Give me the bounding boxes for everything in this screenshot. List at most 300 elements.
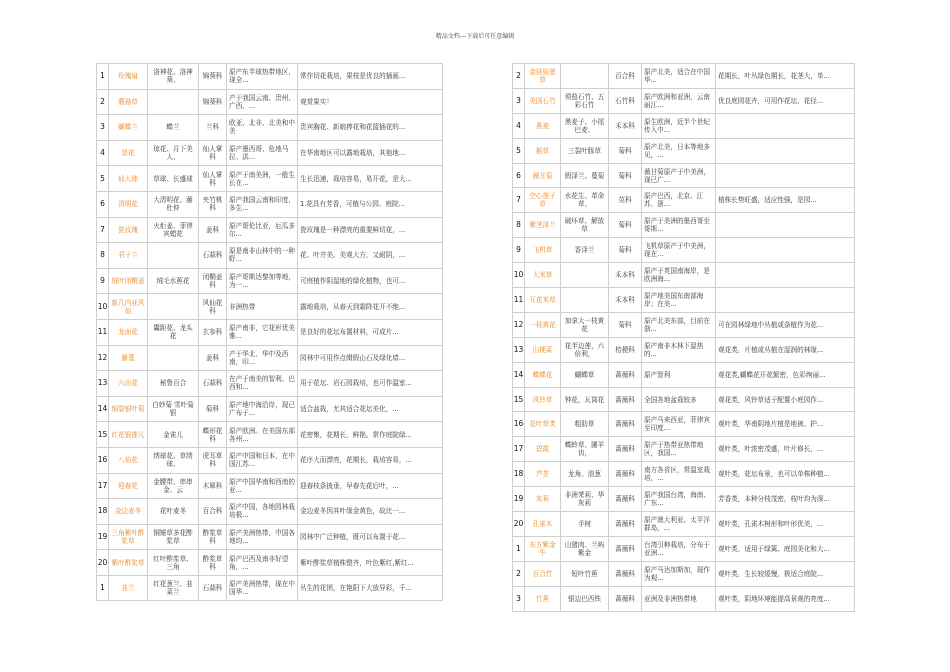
family-cell: 桔梗科: [609, 337, 642, 362]
table-row: [97, 473, 443, 499]
table-row: [97, 115, 443, 141]
left-plant-table: [96, 63, 443, 601]
table-row: [97, 217, 443, 243]
table-row: [97, 243, 443, 269]
origin-cell: 台湾引种栽培，分布于亚洲...: [642, 536, 716, 561]
table-row: [513, 512, 855, 537]
alias-cell: 黑麦子、小尾巴麦、: [561, 113, 609, 138]
row-number-cell: 15: [97, 422, 109, 448]
usage-note-cell: 花期长，叶丛绿色期长，花茎大，单...: [716, 64, 855, 89]
usage-note-cell: 观叶类，生长较缓慢，极适合庭院...: [716, 561, 855, 586]
family-cell: 禾本科: [609, 113, 642, 138]
origin-cell: 飞机草原产于中美洲，现在...: [642, 238, 716, 263]
row-number-cell: 14: [97, 396, 109, 422]
alias-cell: 山猪肉、兰屿紫金: [561, 536, 609, 561]
plant-name-cell: 碧霞: [525, 437, 561, 462]
usage-note-cell: 用于花坛、岩石园栽培，也可作温室...: [298, 371, 443, 397]
usage-note-cell: 观叶类，花坛布景，也可以单株种植...: [716, 462, 855, 487]
usage-note-cell: 观叶类，孔雀木树形和叶形优美，...: [716, 512, 855, 537]
table-row: [513, 462, 855, 487]
origin-cell: 原产地美国东南部海岸；在美...: [642, 288, 716, 313]
usage-note-cell: 观花类，片植或丛植在湿润的林缘...: [716, 337, 855, 362]
origin-cell: 产于华北、华中及西南，印...: [227, 345, 298, 371]
usage-note-cell: 观花类，风铃草适于配置小庭园作...: [716, 387, 855, 412]
table-row: [513, 263, 855, 288]
plant-name-cell: 一枝黄花: [525, 312, 561, 337]
table-row: [513, 213, 855, 238]
plant-name-cell: 飞机草: [525, 238, 561, 263]
usage-note-cell: [716, 288, 855, 313]
origin-cell: 亚洲及非洲热带地: [642, 586, 716, 611]
row-number-cell: 15: [513, 387, 525, 412]
alias-cell: 绒毛水蕉花: [148, 268, 199, 294]
origin-cell: 原产于热带亚热带地区，我国...: [642, 437, 716, 462]
table-row: [97, 371, 443, 397]
usage-note-cell: 迎春枝条披垂，早春先花后叶，...: [298, 473, 443, 499]
family-cell: 石竹科: [609, 88, 642, 113]
origin-cell: 原产于美洲的墨西哥至哥斯...: [642, 213, 716, 238]
family-cell: 蔷薇科: [609, 362, 642, 387]
origin-cell: 原产美洲热带，中国各地均...: [227, 524, 298, 550]
family-cell: 姜科: [199, 345, 227, 371]
table-row: [97, 191, 443, 217]
row-number-cell: 1: [97, 575, 109, 601]
origin-cell: 原产欧洲和亚洲，云南丽江...: [642, 88, 716, 113]
usage-note-cell: 观花类,蝴蝶花开花繁密，色彩绚丽...: [716, 362, 855, 387]
plant-name-cell: 清明花: [109, 191, 148, 217]
usage-note-cell: 瓷玫瑰是一种漂亮的重要鲜切花，...: [298, 217, 443, 243]
family-cell: 石蒜科: [199, 575, 227, 601]
usage-note-cell: 金边麦冬因其叶缘金黄色，故比一...: [298, 499, 443, 525]
family-cell: 苋科: [609, 188, 642, 213]
origin-cell: 原产中国和日本，在中国江苏...: [227, 447, 298, 473]
alias-cell: 蝶蛉草、圃羊齿，: [561, 437, 609, 462]
alias-cell: 粗肋草: [561, 412, 609, 437]
usage-note-cell: 观叶类，阴地环境能提高景观的亮度...: [716, 586, 855, 611]
origin-cell: 欧亚、北非、北美和中美: [227, 115, 298, 141]
family-cell: 蝶形花科: [199, 422, 227, 448]
usage-note-cell: 观叶类，适用于绿篱、庭园美化和大...: [716, 536, 855, 561]
usage-note-cell: 花、叶并美。美观大方，又耐阴，...: [298, 243, 443, 269]
family-cell: 百合科: [199, 499, 227, 525]
family-cell: 禾本科: [609, 263, 642, 288]
plant-name-cell: 孔雀木: [525, 512, 561, 537]
row-number-cell: 10: [513, 263, 525, 288]
usage-note-cell: 贵宾胸花、新娘捧花和花篮插花的...: [298, 115, 443, 141]
origin-cell: 原产哥伦比亚，厄瓜多尔...: [227, 217, 298, 243]
alias-cell: [148, 345, 199, 371]
usage-note-cell: [716, 238, 855, 263]
origin-cell: 薇甘菊原产于中美洲，现已广...: [642, 163, 716, 188]
family-cell: 仙人掌科: [199, 140, 227, 166]
table-row: [97, 422, 443, 448]
row-number-cell: 2: [513, 64, 525, 89]
plant-name-cell: 花叶草类: [525, 412, 561, 437]
row-number-cell: 18: [97, 499, 109, 525]
plant-name-cell: 美国石竹: [525, 88, 561, 113]
origin-cell: 原产巴西及南非好望角，...: [227, 550, 298, 576]
usage-note-cell: 花密集，花期长，鲜艳。常作庭院绿...: [298, 422, 443, 448]
plant-name-cell: 韭兰: [109, 575, 148, 601]
table-row: [513, 64, 855, 89]
alias-cell: 假泽兰、蔓菊: [561, 163, 609, 188]
alias-cell: 龙角、油葱: [561, 462, 609, 487]
origin-cell: 南方各省区，常温室栽培，...: [642, 462, 716, 487]
row-number-cell: 3: [513, 88, 525, 113]
family-cell: 百合科: [609, 64, 642, 89]
row-number-cell: 1: [513, 536, 525, 561]
alias-cell: 铜锤草多花酢浆草: [148, 524, 199, 550]
alias-cell: [148, 243, 199, 269]
row-number-cell: 7: [97, 217, 109, 243]
usage-note-cell: 园林中可用作点缀假山石及绿化墙...: [298, 345, 443, 371]
family-cell: 蔷薇科: [609, 512, 642, 537]
family-cell: 风仙花科: [199, 294, 227, 320]
plant-name-cell: 蘑菇草: [109, 89, 148, 115]
alias-cell: 银边巴西铁: [561, 586, 609, 611]
origin-cell: 原是南非山林中的一种野...: [227, 243, 298, 269]
family-cell: 夹竹桃科: [199, 191, 227, 217]
alias-cell: 破坏草、解放草: [561, 213, 609, 238]
page-header: 精品文档---下载后可任意编辑: [435, 33, 515, 40]
alias-cell: 火炬姜、菲律宾蜡花: [148, 217, 199, 243]
family-cell: 锦葵科: [199, 64, 227, 90]
table-row: [97, 575, 443, 601]
plant-name-cell: 蝴蝶兰: [109, 115, 148, 141]
family-cell: 蔷薇科: [609, 387, 642, 412]
family-cell: 蔷薇科: [609, 586, 642, 611]
usage-note-cell: 露地栽培，从春天到霜降花开不绝...: [298, 294, 443, 320]
family-cell: 蔷薇科: [609, 437, 642, 462]
table-row: [97, 345, 443, 371]
alias-cell: 钟花，瓦筒花: [561, 387, 609, 412]
row-number-cell: 5: [97, 166, 109, 192]
usage-note-cell: 常作切花栽培，果枝是优良的插画...: [298, 64, 443, 90]
family-cell: 虎耳草科: [199, 447, 227, 473]
plant-name-cell: 瓷玫瑰: [109, 217, 148, 243]
alias-cell: 花叶麦冬: [148, 499, 199, 525]
row-number-cell: 12: [513, 312, 525, 337]
row-number-cell: 1: [97, 64, 109, 90]
row-number-cell: 14: [513, 362, 525, 387]
family-cell: 蔷薇科: [609, 462, 642, 487]
plant-name-cell: 仙人球: [109, 166, 148, 192]
table-row: [513, 487, 855, 512]
alias-cell: 蝶兰: [148, 115, 199, 141]
plant-name-cell: 细裂银叶菊: [109, 396, 148, 422]
plant-name-cell: 紫叶酢浆草: [109, 550, 148, 576]
table-row: [513, 188, 855, 213]
usage-note-cell: 1.花具有芳香，可植与公园、庭院...: [298, 191, 443, 217]
usage-note-cell: 园林中广泛种植，既可以布置于花...: [298, 524, 443, 550]
table-row: [97, 89, 443, 115]
usage-note-cell: 紫叶酢浆草植株整齐，叶色紫红,紫红...: [298, 550, 443, 576]
alias-cell: 红叶酢浆草、三角: [148, 550, 199, 576]
origin-cell: 原产于英国南海岸，是欧洲海...: [642, 263, 716, 288]
alias-cell: 非洲茉莉、华灰莉: [561, 487, 609, 512]
table-row: [513, 412, 855, 437]
origin-cell: 原产地中海沿岸，现已广布于...: [227, 396, 298, 422]
family-cell: 玄参科: [199, 319, 227, 345]
origin-cell: 原产南非木林下湿热的...: [642, 337, 716, 362]
origin-cell: 原产我国云南和印度，多生...: [227, 191, 298, 217]
alias-cell: 加拿大一枝黄花: [561, 312, 609, 337]
origin-cell: 原产智利: [642, 362, 716, 387]
family-cell: 酢浆草科: [199, 550, 227, 576]
alias-cell: [561, 288, 609, 313]
table-row: [97, 447, 443, 473]
plant-name-cell: 猴草: [525, 138, 561, 163]
origin-cell: 原产于南美洲，一般生长在...: [227, 166, 298, 192]
plant-name-cell: 燕麦: [525, 113, 561, 138]
family-cell: 菊科: [609, 138, 642, 163]
family-cell: 蔷薇科: [609, 536, 642, 561]
table-row: [513, 337, 855, 362]
table-row: [97, 140, 443, 166]
usage-note-cell: [716, 138, 855, 163]
table-row: [97, 166, 443, 192]
plant-name-cell: 空心莲子草: [525, 188, 561, 213]
alias-cell: 囊距花、龙头花: [148, 319, 199, 345]
alias-cell: 绣球花、草绣球、: [148, 447, 199, 473]
row-number-cell: 6: [513, 163, 525, 188]
plant-name-cell: 昙花: [109, 140, 148, 166]
family-cell: 禾本科: [609, 288, 642, 313]
row-number-cell: 19: [513, 487, 525, 512]
origin-cell: 原产北美东部，目前在浙...: [642, 312, 716, 337]
usage-note-cell: 花序大而漂亮，花期长，栽培容易，...: [298, 447, 443, 473]
row-number-cell: 16: [97, 447, 109, 473]
table-row: [513, 536, 855, 561]
family-cell: 兰科: [199, 115, 227, 141]
family-cell: 锦葵科: [199, 89, 227, 115]
plant-name-cell: 芦荟: [525, 462, 561, 487]
row-number-cell: 20: [513, 512, 525, 537]
family-cell: 菊科: [609, 238, 642, 263]
plant-name-cell: 紫茎泽兰: [525, 213, 561, 238]
plant-name-cell: 金边麦冬: [109, 499, 148, 525]
family-cell: 石蒜科: [199, 371, 227, 397]
plant-name-cell: 东方紫金牛: [525, 536, 561, 561]
alias-cell: 秘鲁百合: [148, 371, 199, 397]
row-number-cell: 12: [97, 345, 109, 371]
alias-cell: 琼花、月下美人、: [148, 140, 199, 166]
usage-note-cell: 适合盆栽，尤其适合花坛美化，...: [298, 396, 443, 422]
row-number-cell: 8: [97, 243, 109, 269]
alias-cell: 大清明花、藤杜仲: [148, 191, 199, 217]
alias-cell: 洛神花、洛神葵、: [148, 64, 199, 90]
row-number-cell: 4: [513, 113, 525, 138]
row-number-cell: 7: [513, 188, 525, 213]
alias-cell: 金雀儿: [148, 422, 199, 448]
plant-name-cell: 山梗菜: [525, 337, 561, 362]
row-number-cell: 3: [513, 586, 525, 611]
origin-cell: 原产中国，各地园林栽培极...: [227, 499, 298, 525]
table-row: [97, 319, 443, 345]
row-number-cell: 11: [513, 288, 525, 313]
alias-cell: 花半边莲，六倍利，: [561, 337, 609, 362]
row-number-cell: 10: [97, 294, 109, 320]
plant-name-cell: 互花米草: [525, 288, 561, 313]
origin-cell: 原产北美，日本等地多见，...: [642, 138, 716, 163]
table-row: [97, 396, 443, 422]
alias-cell: 手树: [561, 512, 609, 537]
family-cell: 菊科: [199, 396, 227, 422]
alias-cell: 白妙菊 雪叶菊 银: [148, 396, 199, 422]
table-row: [97, 268, 443, 294]
origin-cell: 原产东半球热带地区，现全...: [227, 64, 298, 90]
row-number-cell: 17: [513, 437, 525, 462]
alias-cell: 草球、长盛球: [148, 166, 199, 192]
plant-name-cell: 三角紫叶酢浆草: [109, 524, 148, 550]
plant-name-cell: 君子兰: [109, 243, 148, 269]
row-number-cell: 4: [97, 140, 109, 166]
row-number-cell: 8: [513, 213, 525, 238]
row-number-cell: 9: [97, 268, 109, 294]
plant-name-cell: 六出花: [109, 371, 148, 397]
origin-cell: 非洲热带: [227, 294, 298, 320]
table-row: [97, 524, 443, 550]
table-row: [513, 88, 855, 113]
alias-cell: [561, 263, 609, 288]
origin-cell: 原产墨西哥、危地马拉、洪...: [227, 140, 298, 166]
table-row: [513, 437, 855, 462]
alias-cell: 短叶竹蕉: [561, 561, 609, 586]
row-number-cell: 3: [97, 115, 109, 141]
usage-note-cell: 优良庭园花卉，可用作花坛、花径...: [716, 88, 855, 113]
origin-cell: 原产哥斯达黎加等地，为一...: [227, 268, 298, 294]
plant-name-cell: 玫瑰扇: [109, 64, 148, 90]
table-row: [97, 64, 443, 90]
family-cell: 石蒜科: [199, 243, 227, 269]
origin-cell: 原产澳大利亚、太平洋群岛，...: [642, 512, 716, 537]
alias-cell: 红花葱兰、韭菜兰: [148, 575, 199, 601]
usage-note-cell: 观叶类，叶浓密茂盛，叶片修长，...: [716, 437, 855, 462]
row-number-cell: 9: [513, 238, 525, 263]
family-cell: 仙人掌科: [199, 166, 227, 192]
usage-note-cell: 植株长势旺盛，适应性强，是园...: [716, 188, 855, 213]
usage-note-cell: [716, 213, 855, 238]
usage-note-cell: [716, 263, 855, 288]
row-number-cell: 11: [97, 319, 109, 345]
row-number-cell: 19: [97, 524, 109, 550]
row-number-cell: 17: [97, 473, 109, 499]
family-cell: 姜科: [199, 217, 227, 243]
alias-cell: 水花生、革命草、: [561, 188, 609, 213]
origin-cell: 原产我国台湾，海南、广东...: [642, 487, 716, 512]
table-row: [513, 138, 855, 163]
usage-note-cell: 可在园林绿地中丛植或条植作为花...: [716, 312, 855, 337]
plant-name-cell: 藤蔓: [109, 345, 148, 371]
family-cell: 蔷薇科: [609, 412, 642, 437]
usage-note-cell: [716, 113, 855, 138]
table-row: [513, 312, 855, 337]
family-cell: 木犀科: [199, 473, 227, 499]
origin-cell: 原产北美，适合在中国华...: [642, 64, 716, 89]
row-number-cell: 18: [513, 462, 525, 487]
table-row: [513, 163, 855, 188]
usage-note-cell: 芳香类，本种分枝茂密，枝叶均为深...: [716, 487, 855, 512]
alias-cell: 蝴蝶草: [561, 362, 609, 387]
plant-name-cell: 八仙花: [109, 447, 148, 473]
family-cell: 酢浆草科: [199, 524, 227, 550]
family-cell: 蔷薇科: [609, 487, 642, 512]
origin-cell: 在产于南美的智利、巴西和...: [227, 371, 298, 397]
table-row: [513, 288, 855, 313]
origin-cell: 原生欧洲，近半个世纪传入中...: [642, 113, 716, 138]
origin-cell: 原产马达加斯加，现作为观...: [642, 561, 716, 586]
plant-name-cell: 新几内亚风仙: [109, 294, 148, 320]
table-row: [97, 499, 443, 525]
usage-note-cell: 是良好的花坛布置材料，可成片...: [298, 319, 443, 345]
plant-name-cell: 绒叶闭鞘姜: [109, 268, 148, 294]
usage-note-cell: [716, 163, 855, 188]
row-number-cell: 13: [513, 337, 525, 362]
row-number-cell: 5: [513, 138, 525, 163]
origin-cell: 原产南非，它花形优美雅...: [227, 319, 298, 345]
alias-cell: [561, 64, 609, 89]
plant-name-cell: 竹蕉: [525, 586, 561, 611]
usage-note-cell: 生长迅速，栽培容易，易开花，是大...: [298, 166, 443, 192]
table-row: [513, 561, 855, 586]
plant-name-cell: 龙面花: [109, 319, 148, 345]
usage-note-cell: 可庭植作阴湿地的绿化植物，也可...: [298, 268, 443, 294]
plant-name-cell: 蝶蝶花: [525, 362, 561, 387]
origin-cell: 原产巴西，北京、江苏、浙...: [642, 188, 716, 213]
origin-cell: 原产中国华南和西南的亚...: [227, 473, 298, 499]
origin-cell: 原产美洲热带，现在中国华...: [227, 575, 298, 601]
origin-cell: 全国各地盆栽较多: [642, 387, 716, 412]
table-row: [513, 362, 855, 387]
row-number-cell: 6: [97, 191, 109, 217]
usage-note-cell: 观叶类，华南阴地片植是地被、护...: [716, 412, 855, 437]
family-cell: 菊科: [609, 213, 642, 238]
table-row: [97, 550, 443, 576]
row-number-cell: 16: [513, 412, 525, 437]
table-row: [513, 238, 855, 263]
plant-name-cell: 百合竹: [525, 561, 561, 586]
table-row: [513, 113, 855, 138]
table-row: [513, 387, 855, 412]
alias-cell: 金腰带、串串金、云: [148, 473, 199, 499]
origin-cell: 产于我国云南、贵州、广西、...: [227, 89, 298, 115]
plant-name-cell: 风铃草: [525, 387, 561, 412]
row-number-cell: 2: [513, 561, 525, 586]
table-row: [513, 586, 855, 611]
table-row: [97, 294, 443, 320]
usage-note-cell: 在华南地区可以露地栽培，其他地...: [298, 140, 443, 166]
row-number-cell: 2: [97, 89, 109, 115]
usage-note-cell: 观赏果实！: [298, 89, 443, 115]
family-cell: 闭鞘姜科: [199, 268, 227, 294]
origin-cell: 原产马来西亚，菲律宾至印度...: [642, 412, 716, 437]
row-number-cell: 20: [97, 550, 109, 576]
row-number-cell: 13: [97, 371, 109, 397]
plant-name-cell: 薇甘菊: [525, 163, 561, 188]
alias-cell: 须苞石竹、五彩石竹: [561, 88, 609, 113]
alias-cell: [148, 89, 199, 115]
usage-note-cell: 丛生的花团，在艳阳下大放异彩，千...: [298, 575, 443, 601]
family-cell: 菊科: [609, 312, 642, 337]
family-cell: 菊科: [609, 163, 642, 188]
plant-name-cell: 红花银莲儿: [109, 422, 148, 448]
plant-name-cell: 金娃娃萱草: [525, 64, 561, 89]
family-cell: 蔷薇科: [609, 561, 642, 586]
plant-name-cell: 大米草: [525, 263, 561, 288]
plant-name-cell: 灰莉: [525, 487, 561, 512]
origin-cell: 原产欧洲。在美国东部各州...: [227, 422, 298, 448]
alias-cell: 三裂叶豚草: [561, 138, 609, 163]
